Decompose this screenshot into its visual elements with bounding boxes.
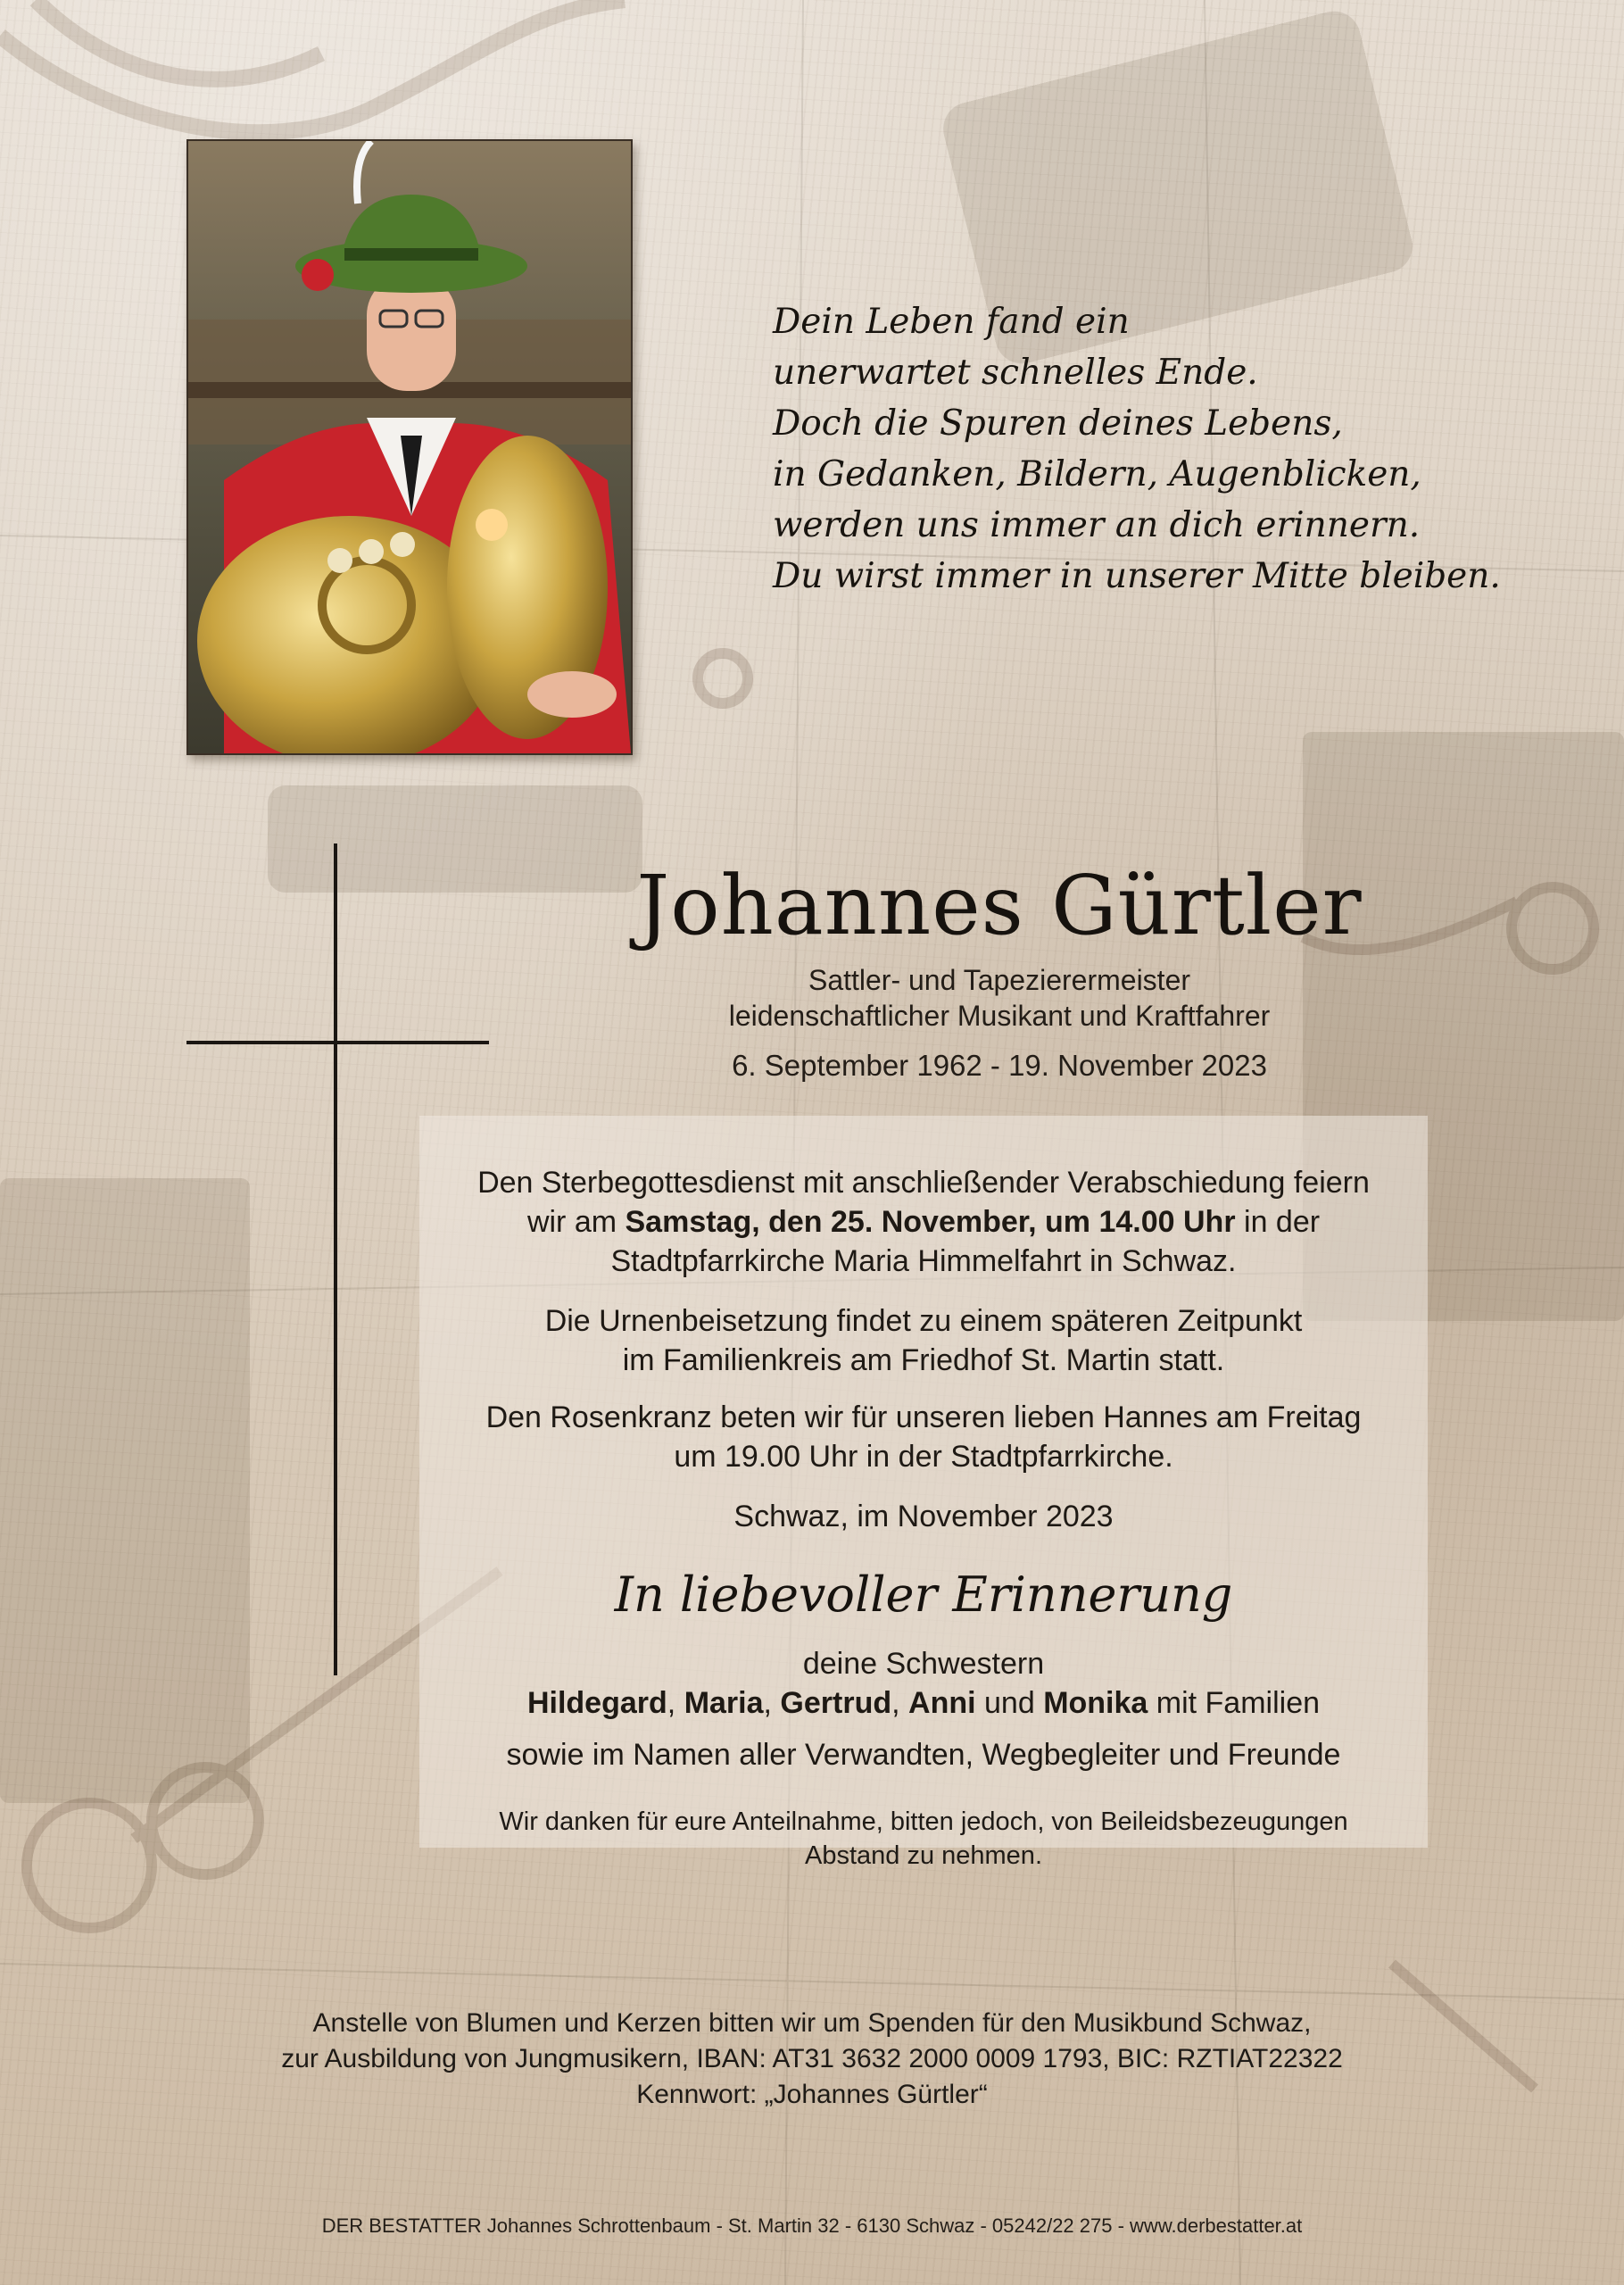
poem	[773, 296, 1540, 602]
thanks-line: Abstand zu nehmen.	[804, 1841, 1042, 1870]
service-text-line: Den Sterbegottesdienst mit anschließender Verabschiedung feiern	[477, 1166, 1370, 1200]
burial-text-line: im Familienkreis am Friedhof St. Martin statt.	[622, 1343, 1225, 1377]
donation-bank-details: zur Ausbildung von Jungmusikern, IBAN: AT31 3632 2000 0009 1793, BIC: RZTIAT22322	[281, 2044, 1343, 2073]
memory-heading: In liebevoller Erinnerung	[614, 1566, 1233, 1623]
sister-name: Maria	[684, 1686, 764, 1720]
funeral-home-footer: DER BESTATTER Johannes Schrottenbaum - St. Martin 32 - 6130 Schwaz - 05242/22 275 - www.derbestatter.at	[321, 2214, 1303, 2237]
burial-text-line: Die Urnenbeisetzung findet zu einem späteren Zeitpunkt	[544, 1304, 1303, 1338]
service-text-fragment: in der	[1235, 1205, 1321, 1239]
service-text-fragment: wir am	[526, 1205, 626, 1239]
sister-name: Hildegard	[526, 1686, 667, 1720]
deceased-description: leidenschaftlicher Musikant und Kraftfahrer	[728, 1000, 1271, 1032]
place-date: Schwaz, im November 2023	[733, 1500, 1114, 1533]
name-separator: ,	[667, 1686, 684, 1720]
donation-keyword: Kennwort: „Johannes Gürtler“	[636, 2080, 988, 2109]
name-separator: ,	[763, 1686, 781, 1720]
deceased-occupation: Sattler- und Tapezierermeister	[808, 964, 1191, 996]
rosary-text-line: Den Rosenkranz beten wir für unseren lieben Hannes am Freitag	[485, 1400, 1362, 1434]
cross-horizontal-bar	[186, 1041, 489, 1044]
poem-line: Dein Leben fand ein	[773, 302, 1130, 342]
mourners-intro: deine Schwestern	[802, 1647, 1045, 1681]
donation-line: Anstelle von Blumen und Kerzen bitten wir um Spenden für den Musikbund Schwaz,	[312, 2008, 1312, 2038]
service-text-line	[419, 1202, 1428, 1242]
portrait-photo	[186, 139, 633, 755]
name-separator: ,	[891, 1686, 909, 1720]
mourners-names	[419, 1683, 1428, 1723]
poem-line: Du wirst immer in unserer Mitte bleiben.	[773, 556, 1501, 596]
relatives-line: sowie im Namen aller Verwandten, Wegbegleiter und Freunde	[506, 1738, 1341, 1772]
service-text-line: Stadtpfarrkirche Maria Himmelfahrt in Schwaz.	[610, 1244, 1237, 1278]
rosary-text-line: um 19.00 Uhr in der Stadtpfarrkirche.	[674, 1440, 1173, 1474]
poem-line: unerwartet schnelles Ende.	[773, 353, 1258, 393]
service-date-time: Samstag, den 25. November, um 14.00 Uhr	[625, 1205, 1236, 1239]
sister-name: Anni	[908, 1686, 976, 1720]
life-dates: 6. September 1962 - 19. November 2023	[732, 1049, 1267, 1082]
name-conjunction: und	[975, 1686, 1044, 1720]
sister-name: Monika	[1043, 1686, 1148, 1720]
sister-name: Gertrud	[780, 1686, 892, 1720]
cross-vertical-bar	[334, 843, 337, 1675]
deceased-name: Johannes Gürtler	[636, 858, 1363, 953]
portrait-illustration	[188, 141, 631, 753]
names-suffix: mit Familien	[1148, 1686, 1321, 1720]
poem-line: werden uns immer an dich erinnern.	[773, 505, 1421, 545]
poem-line: Doch die Spuren deines Lebens,	[773, 403, 1343, 444]
poem-line: in Gedanken, Bildern, Augenblicken,	[773, 454, 1421, 494]
thanks-line: Wir danken für eure Anteilnahme, bitten jedoch, von Beileidsbezeugungen	[499, 1807, 1348, 1836]
